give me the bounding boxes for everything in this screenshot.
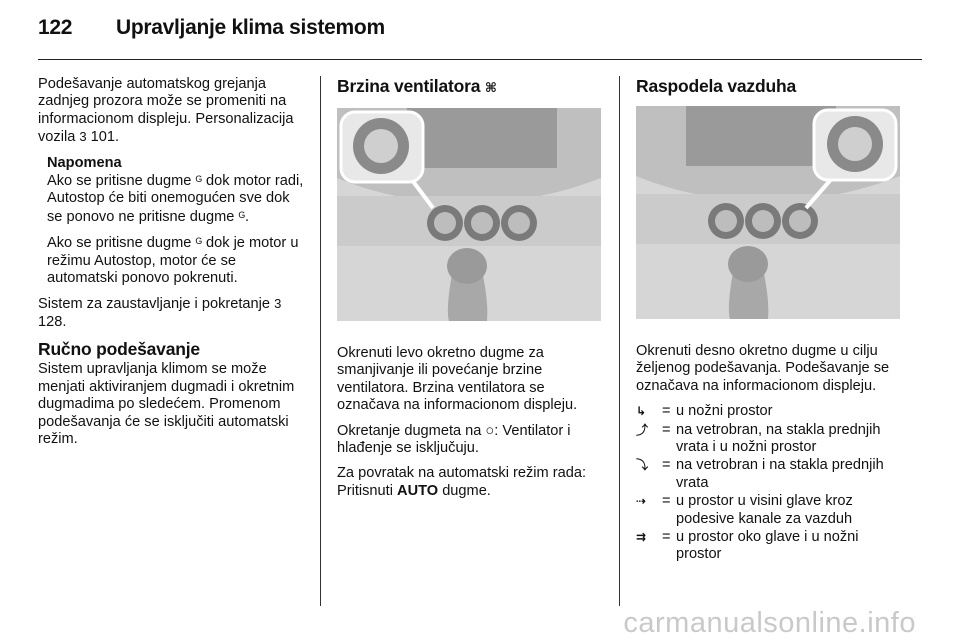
paragraph: Podešavanje automatskog grejanja zadnjeg prozora može se promeniti na informacionom displeju. Personalizacija vozila 3 101. bbox=[38, 76, 294, 146]
cross-ref-link[interactable]: Personalizacija vozila 3 101. bbox=[38, 110, 294, 146]
paragraph: Sistem upravljanja klimom se može menjati aktiviranjem dugmadi i okretnim dugmadima po sledećem. Promenom podešavanja će se isključiti automatski režim. bbox=[38, 361, 295, 447]
list-item: ⤴ = na vetrobran, na stakla prednjih vrata i u nožni prostor bbox=[636, 422, 902, 458]
windscreen-icon: ⤵ bbox=[636, 458, 649, 473]
head-vents-icon: ⇢ bbox=[636, 494, 647, 509]
air-distribution-photo bbox=[636, 106, 900, 319]
defrost-icon: ᴳ bbox=[238, 208, 245, 224]
list-item: ↳ = u nožni prostor bbox=[636, 403, 902, 421]
page-header bbox=[38, 16, 385, 40]
section-heading: Brzina ventilatora ⌘ bbox=[337, 76, 497, 96]
note-title: Napomena bbox=[47, 154, 122, 171]
off-circle-icon: ○ bbox=[485, 422, 495, 439]
ref-arrow-icon: 3 bbox=[274, 296, 282, 312]
list-item: ⇢ = u prostor u visini glave kroz podesive kanale za vazduh bbox=[636, 493, 902, 529]
paragraph: Okrenuti desno okretno dugme u cilju željenog podešavanja. Podešavanje se označava na informacionom displeju. bbox=[636, 343, 890, 394]
ref-arrow-icon: 3 bbox=[79, 129, 87, 145]
air-mode-list bbox=[636, 403, 902, 565]
list-item: ⤵ = na vetrobran i na stakla prednjih vrata bbox=[636, 457, 902, 493]
column-divider bbox=[320, 76, 321, 606]
fan-control-photo bbox=[337, 108, 601, 321]
footwell-icon: ↳ bbox=[636, 404, 647, 419]
paragraph: Za povratak na automatski režim rada: Pritisnuti AUTO dugme. bbox=[337, 465, 587, 499]
auto-button-label: AUTO bbox=[397, 482, 439, 499]
head-footwell-icon: ⇉ bbox=[636, 530, 647, 545]
watermark: carmanualsonline.info bbox=[623, 607, 916, 639]
defrost-icon: ᴳ bbox=[195, 235, 202, 251]
defrost-icon: ᴳ bbox=[195, 173, 202, 189]
fan-icon: ⌘ bbox=[484, 80, 497, 95]
section-heading: Raspodela vazduha bbox=[636, 76, 796, 96]
column-divider bbox=[619, 76, 620, 606]
header-rule bbox=[38, 59, 922, 60]
section-heading: Ručno podešavanje bbox=[38, 339, 200, 360]
column-3 bbox=[636, 76, 902, 565]
column-2 bbox=[337, 76, 605, 508]
page-title: Upravljanje klima sistemom bbox=[116, 16, 385, 39]
column-1 bbox=[38, 76, 304, 456]
paragraph bbox=[38, 295, 304, 331]
cross-ref-link[interactable]: Sistem za zaustavljanje i pokretanje 3 128. bbox=[38, 296, 282, 330]
page-number: 122 bbox=[38, 16, 73, 39]
windscreen-footwell-icon: ⤴ bbox=[636, 422, 649, 437]
list-item: ⇉ = u prostor oko glave i u nožni prostor bbox=[636, 529, 902, 565]
paragraph: Okretanje dugmeta na ○: Ventilator i hlađenje se isključuju. bbox=[337, 422, 571, 457]
paragraph: Okrenuti levo okretno dugme za smanjivanje ili povećanje brzine ventilatora. Brzina ventilatora se označava na informacionom displeju. bbox=[337, 345, 578, 414]
note-box: Napomena Ako se pritisne dugme ᴳ dok motor radi, Autostop će biti onemogućen sve dok se ponovo ne pritisne dugme ᴳ. Ako se pritisne dugme ᴳ dok je motor u režimu Autostop, motor će se automatski ponovo pokrenuti. bbox=[47, 154, 304, 287]
